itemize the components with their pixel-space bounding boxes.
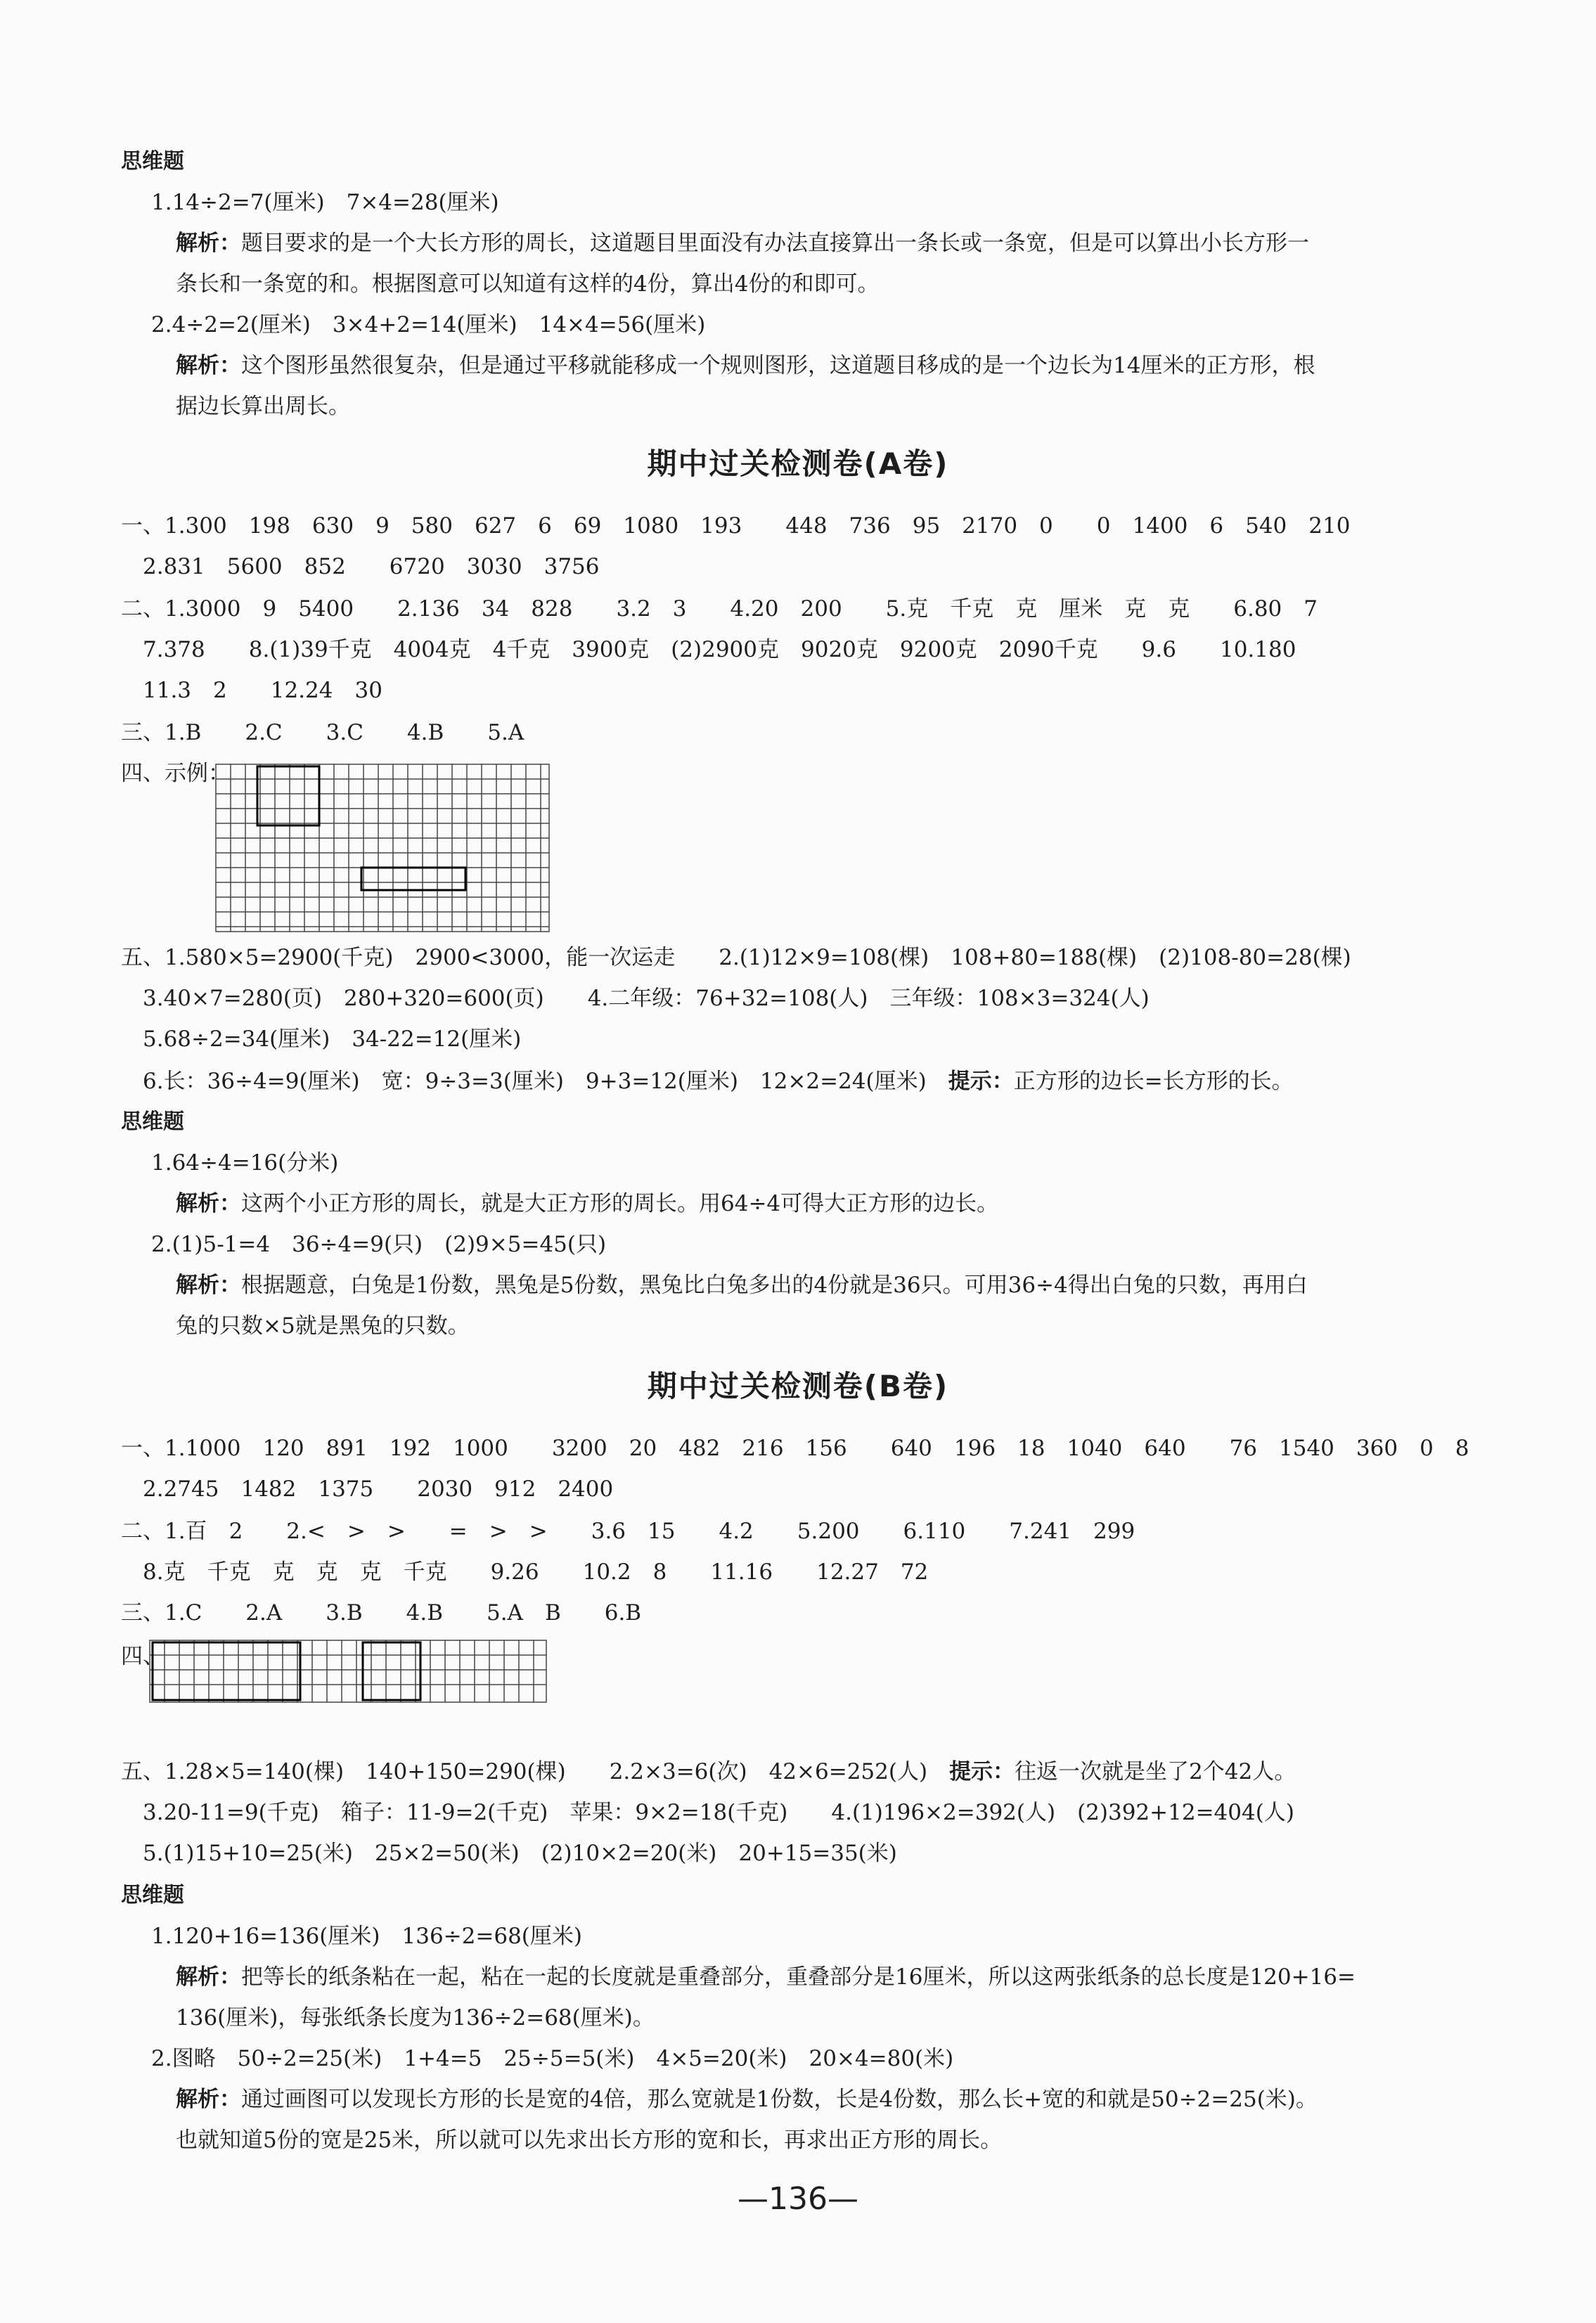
analysis-line: 条长和一条宽的和。根据图意可以知道有这样的4份，算出4份的和即可。: [176, 271, 880, 297]
answer-line: 1.14÷2=7(厘米) 7×4=28(厘米): [151, 190, 499, 215]
analysis-line: 解析：把等长的纸条粘在一起，粘在一起的长度就是重叠部分，重叠部分是16厘米，所以这两张纸条的总长度是120+16=: [176, 1964, 1356, 1990]
answer-line: 2.4÷2=2(厘米) 3×4+2=14(厘米) 14×4=56(厘米): [151, 312, 706, 337]
answer-line: 6.长：36÷4=9(厘米) 宽：9÷3=3(厘米) 9+3=12(厘米) 12×2=24(厘米) 提示：正方形的边长=长方形的长。: [121, 1069, 1294, 1094]
think-heading-top: 思维题: [121, 149, 184, 174]
answer-line: 二、1.百 2 2.< > > = > > 3.6 15 4.2 5.200 6.110 7.241 299: [121, 1519, 1135, 1544]
answer-line: 2.2745 1482 1375 2030 912 2400: [121, 1476, 614, 1502]
answer-line: 五、1.580×5=2900(千克) 2900<3000，能一次运走 2.(1)12×9=108(棵) 108+80=188(棵) (2)108-80=28(棵): [121, 945, 1351, 970]
answer-line: 三、1.C 2.A 3.B 4.B 5.A B 6.B: [121, 1600, 642, 1626]
analysis-line: 也就知道5份的宽是25米，所以就可以先求出长方形的宽和长，再求出正方形的周长。: [176, 2128, 1003, 2153]
section-four-label: 四、: [121, 1644, 165, 1669]
page-number: —136—: [738, 2181, 858, 2217]
answer-line: 一、1.1000 120 891 192 1000 3200 20 482 216 156 640 196 18 1040 640 76 1540 360 0 8: [121, 1436, 1469, 1461]
section-four-label: 四、示例：: [121, 761, 230, 786]
analysis-label: 解析：: [176, 231, 241, 256]
analysis-line: 兔的只数×5就是黑兔的只数。: [176, 1313, 470, 1339]
grid-diagram-b: [149, 1640, 547, 1703]
test-b-title: 期中过关检测卷(B卷): [647, 1369, 949, 1403]
answer-line: 一、1.300 198 630 9 580 627 6 69 1080 193 448 736 95 2170 0 0 1400 6 540 210: [121, 513, 1351, 539]
analysis-line: 解析：题目要求的是一个大长方形的周长，这道题目里面没有办法直接算出一条长或一条宽，但是可以算出小长方形一: [176, 231, 1309, 256]
analysis-label: 解析：: [176, 1273, 241, 1298]
answer-line: 2.(1)5-1=4 36÷4=9(只) (2)9×5=45(只): [151, 1232, 607, 1257]
think-heading-b: 思维题: [121, 1883, 184, 1907]
answer-line: 五、1.28×5=140(棵) 140+150=290(棵) 2.2×3=6(次) 42×6=252(人) 提示：往返一次就是坐了2个42人。: [121, 1759, 1296, 1784]
hint-label: 提示：: [949, 1759, 1015, 1784]
analysis-line: 据边长算出周长。: [176, 394, 350, 419]
analysis-line: 解析：这两个小正方形的周长，就是大正方形的周长。用64÷4可得大正方形的边长。: [176, 1191, 999, 1216]
analysis-line: 136(厘米)，每张纸条长度为136÷2=68(厘米)。: [176, 2005, 655, 2031]
think-heading-a: 思维题: [121, 1109, 184, 1134]
answer-line: 2.831 5600 852 6720 3030 3756: [121, 554, 600, 579]
answer-line: 二、1.3000 9 5400 2.136 34 828 3.2 3 4.20 200 5.克 千克 克 厘米 克 克 6.80 7: [121, 596, 1318, 622]
answer-line: 5.(1)15+10=25(米) 25×2=50(米) (2)10×2=20(米) 20+15=35(米): [121, 1841, 897, 1866]
analysis-line: 解析：根据题意，白兔是1份数，黑兔是5份数，黑兔比白兔多出的4份就是36只。可用36÷4得出白兔的只数，再用白: [176, 1273, 1308, 1298]
analysis-label: 解析：: [176, 1191, 241, 1216]
grid-diagram-a: [215, 764, 550, 932]
analysis-line: 解析：通过画图可以发现长方形的长是宽的4倍，那么宽就是1份数，长是4份数，那么长+宽的和就是50÷2=25(米)。: [176, 2087, 1318, 2112]
answer-line: 8.克 千克 克 克 克 千克 9.26 10.2 8 11.16 12.27 72: [121, 1559, 929, 1585]
answer-line: 11.3 2 12.24 30: [121, 678, 382, 703]
answer-line: 1.120+16=136(厘米) 136÷2=68(厘米): [151, 1924, 582, 1949]
answer-line: 3.40×7=280(页) 280+320=600(页) 4.二年级：76+32=108(人) 三年级：108×3=324(人): [121, 986, 1150, 1011]
test-a-title: 期中过关检测卷(A卷): [647, 446, 949, 481]
answer-line: 1.64÷4=16(分米): [151, 1150, 339, 1176]
hint-label: 提示：: [948, 1069, 1014, 1094]
answer-line: 3.20-11=9(千克) 箱子：11-9=2(千克) 苹果：9×2=18(千克) 4.(1)196×2=392(人) (2)392+12=404(人): [121, 1800, 1294, 1825]
answer-line: 2.图略 50÷2=25(米) 1+4=5 25÷5=5(米) 4×5=20(米) 20×4=80(米): [151, 2046, 954, 2071]
answer-line: 5.68÷2=34(厘米) 34-22=12(厘米): [121, 1027, 522, 1052]
analysis-line: 解析：这个图形虽然很复杂，但是通过平移就能移成一个规则图形，这道题目移成的是一个边长为14厘米的正方形，根: [176, 353, 1315, 378]
analysis-label: 解析：: [176, 2087, 241, 2112]
analysis-label: 解析：: [176, 353, 241, 378]
answer-line: 三、1.B 2.C 3.C 4.B 5.A: [121, 720, 525, 745]
analysis-label: 解析：: [176, 1964, 241, 1990]
answer-line: 7.378 8.(1)39千克 4004克 4千克 3900克 (2)2900克 9020克 9200克 2090千克 9.6 10.180: [121, 637, 1296, 662]
